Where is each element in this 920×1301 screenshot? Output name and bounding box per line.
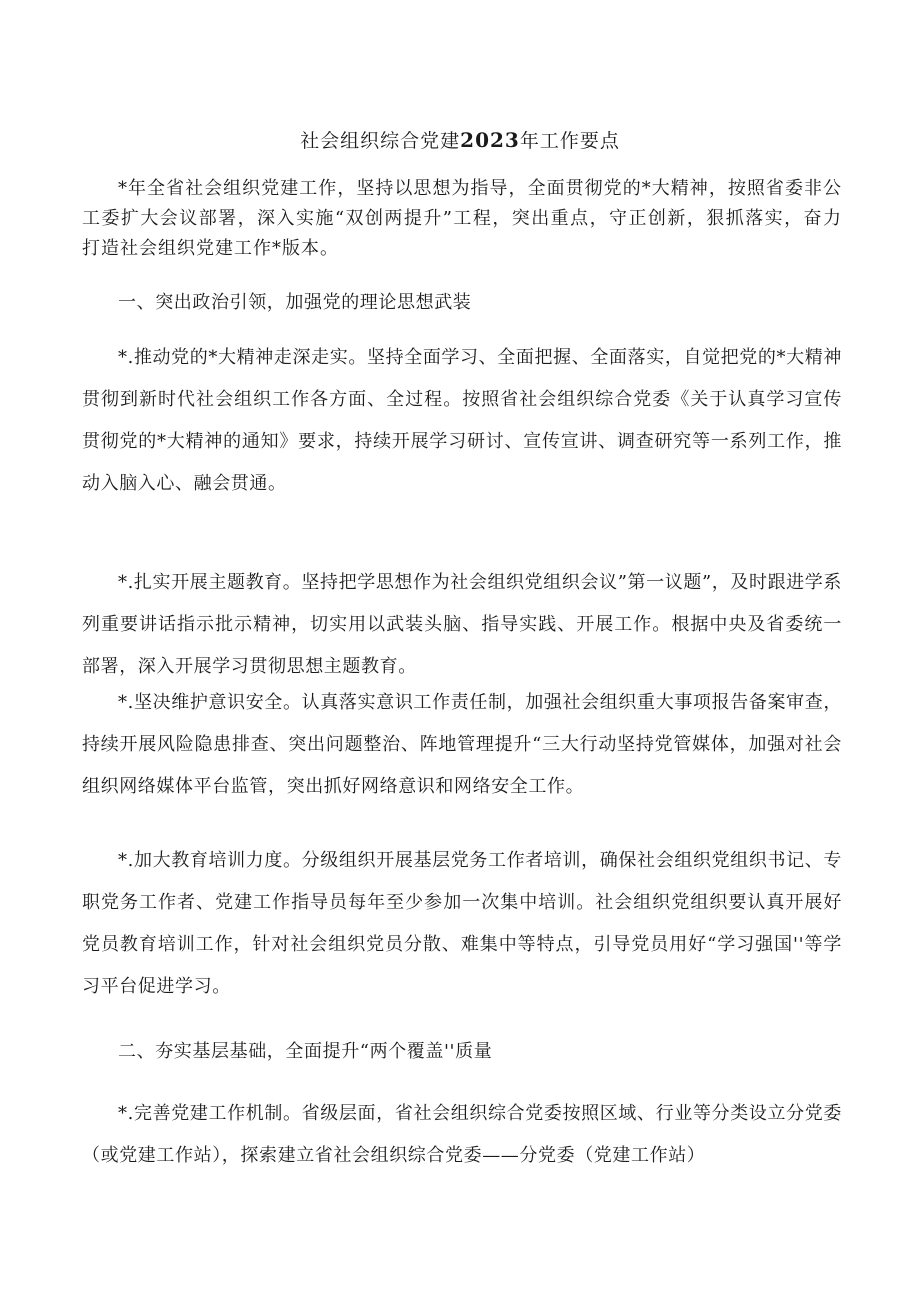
- section-1-item-3: *.坚决维护意识安全。认真落实意识工作责任制，加强社会组织重大事项报告备案审查，持续开展风险隐患排查、突出问题整治、阵地管理提升“三大行动坚持党管媒体，加强对社会组织网络媒体平台监管，突出抓好网络意识和网络安全工作。: [82, 692, 842, 797]
- title-year: 2023: [460, 128, 520, 152]
- section-1-heading: 一、突出政治引领，加强党的理论思想武装: [118, 292, 472, 313]
- title-suffix: 年工作要点: [519, 130, 620, 152]
- document-title: [0, 126, 920, 153]
- section-1-item-2: *.扎实开展主题教育。坚持把学思想作为社会组织党组织会议”第一议题”，及时跟进学系列重要讲话指示批示精神，切实用以武装头脑、指导实践、开展工作。根据中央及省委统一部署，深入开展学习贯彻思想主题教育。: [82, 572, 842, 677]
- section-2-item-1: *.完善党建工作机制。省级层面，省社会组织综合党委按照区域、行业等分类设立分党委（或党建工作站），探索建立省社会组织综合党委——分党委（党建工作站）: [82, 1103, 842, 1166]
- section-1-item-1: *.推动党的*大精神走深走实。坚持全面学习、全面把握、全面落实，自觉把党的*大精神贯彻到新时代社会组织工作各方面、全过程。按照省社会组织综合党委《关于认真学习宣传贯彻党的*大精神的通知》要求，持续开展学习研讨、宣传宣讲、调查研究等一系列工作，推动入脑入心、融会贯通。: [82, 347, 842, 494]
- section-2-heading: 二、夯实基层基础，全面提升“两个覆盖''质量: [118, 1041, 493, 1062]
- section-1-item-4: *.加大教育培训力度。分级组织开展基层党务工作者培训，确保社会组织党组织书记、专职党务工作者、党建工作指导员每年至少参加一次集中培训。社会组织党组织要认真开展好党员教育培训工作，针对社会组织党员分散、难集中等特点，引导党员用好“学习强国''等学习平台促进学习。: [82, 850, 842, 997]
- title-prefix: 社会组织综合党建: [300, 130, 461, 152]
- intro-paragraph: *年全省社会组织党建工作，坚持以思想为指导，全面贯彻党的*大精神，按照省委非公工委扩大会议部署，深入实施“双创两提升”工程，突出重点，守正创新，狠抓落实，奋力打造社会组织党建工作*版本。: [82, 178, 842, 259]
